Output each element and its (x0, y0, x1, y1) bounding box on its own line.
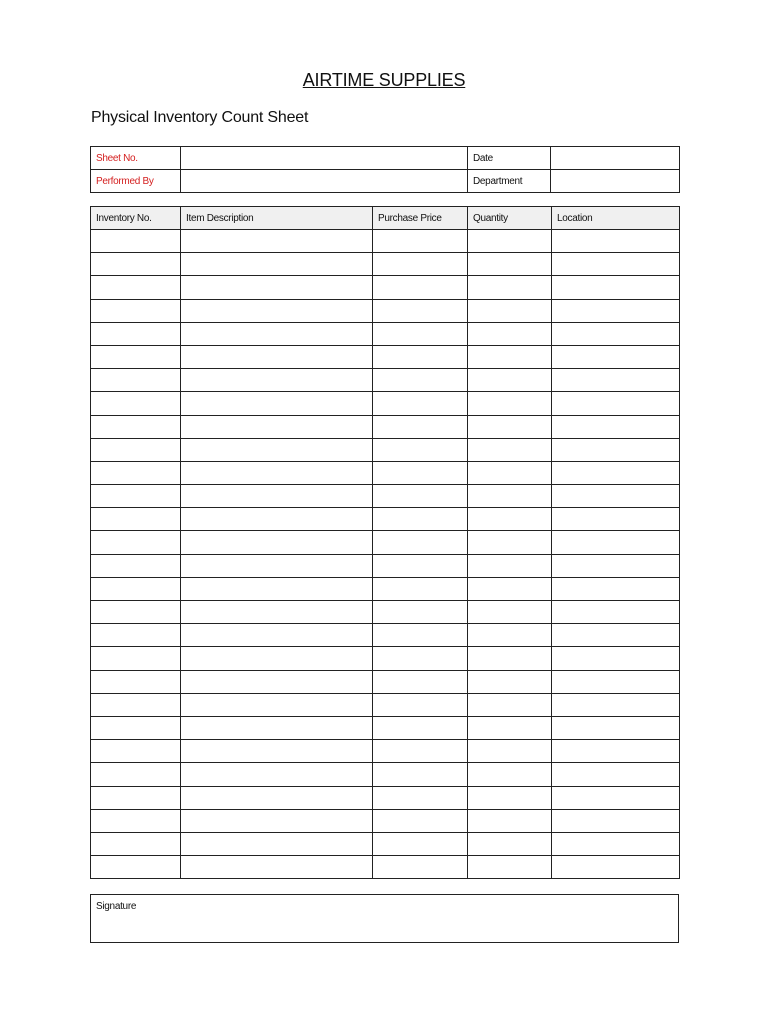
quantity-cell[interactable] (468, 693, 552, 716)
inventory-no-cell[interactable] (91, 832, 181, 855)
item-description-cell[interactable] (181, 276, 373, 299)
location-cell[interactable] (552, 485, 680, 508)
purchase-price-cell[interactable] (373, 670, 468, 693)
location-cell[interactable] (552, 554, 680, 577)
location-cell[interactable] (552, 832, 680, 855)
quantity-cell[interactable] (468, 554, 552, 577)
sheet-info-row (91, 170, 680, 193)
quantity-cell[interactable] (468, 786, 552, 809)
inventory-table (90, 206, 680, 879)
quantity-cell[interactable] (468, 253, 552, 276)
location-cell[interactable] (552, 763, 680, 786)
purchase-price-cell[interactable] (373, 577, 468, 600)
signature-box[interactable] (90, 894, 679, 943)
item-description-cell[interactable] (181, 299, 373, 322)
quantity-cell[interactable] (468, 832, 552, 855)
quantity-cell[interactable] (468, 369, 552, 392)
item-description-cell[interactable] (181, 438, 373, 461)
location-cell[interactable] (552, 508, 680, 531)
inventory-no-cell[interactable] (91, 577, 181, 600)
inventory-no-cell[interactable] (91, 670, 181, 693)
item-description-cell[interactable] (181, 485, 373, 508)
inventory-no-cell[interactable] (91, 647, 181, 670)
location-cell[interactable] (552, 647, 680, 670)
location-cell[interactable] (552, 577, 680, 600)
purchase-price-cell[interactable] (373, 763, 468, 786)
table-row (91, 253, 680, 276)
sheet-info-table (90, 146, 680, 193)
quantity-cell[interactable] (468, 322, 552, 345)
location-cell[interactable] (552, 670, 680, 693)
purchase-price-cell[interactable] (373, 554, 468, 577)
location-cell[interactable] (552, 253, 680, 276)
quantity-cell[interactable] (468, 856, 552, 879)
item-description-cell[interactable] (181, 415, 373, 438)
purchase-price-cell[interactable] (373, 856, 468, 879)
purchase-price-cell[interactable] (373, 601, 468, 624)
item-description-cell[interactable] (181, 856, 373, 879)
quantity-cell[interactable] (468, 299, 552, 322)
purchase-price-cell[interactable] (373, 253, 468, 276)
location-cell[interactable] (552, 299, 680, 322)
item-description-cell[interactable] (181, 322, 373, 345)
inventory-no-cell[interactable] (91, 763, 181, 786)
table-row (91, 415, 680, 438)
inventory-no-cell[interactable] (91, 276, 181, 299)
quantity-cell[interactable] (468, 809, 552, 832)
document-subtitle: Physical Inventory Count Sheet (91, 109, 309, 126)
purchase-price-cell[interactable] (373, 832, 468, 855)
item-description-cell[interactable] (181, 763, 373, 786)
table-row (91, 485, 680, 508)
location-cell[interactable] (552, 230, 680, 253)
table-row (91, 230, 680, 253)
item-description-cell[interactable] (181, 461, 373, 484)
location-cell[interactable] (552, 531, 680, 554)
location-cell[interactable] (552, 461, 680, 484)
purchase-price-cell[interactable] (373, 345, 468, 368)
purchase-price-cell[interactable] (373, 438, 468, 461)
inventory-no-cell[interactable] (91, 554, 181, 577)
purchase-price-cell[interactable] (373, 693, 468, 716)
table-row (91, 299, 680, 322)
column-header-item-description: Item Description (181, 207, 373, 230)
location-cell[interactable] (552, 856, 680, 879)
column-header-quantity: Quantity (468, 207, 552, 230)
inventory-no-cell[interactable] (91, 809, 181, 832)
table-row (91, 369, 680, 392)
purchase-price-cell[interactable] (373, 786, 468, 809)
purchase-price-cell[interactable] (373, 230, 468, 253)
table-row (91, 693, 680, 716)
location-cell[interactable] (552, 276, 680, 299)
inventory-no-cell[interactable] (91, 230, 181, 253)
item-description-cell[interactable] (181, 786, 373, 809)
item-description-cell[interactable] (181, 670, 373, 693)
quantity-cell[interactable] (468, 716, 552, 739)
table-row (91, 554, 680, 577)
table-row (91, 531, 680, 554)
item-description-cell[interactable] (181, 624, 373, 647)
item-description-cell[interactable] (181, 693, 373, 716)
table-row (91, 322, 680, 345)
inventory-no-cell[interactable] (91, 415, 181, 438)
purchase-price-cell[interactable] (373, 508, 468, 531)
inventory-no-cell[interactable] (91, 508, 181, 531)
department-field[interactable] (551, 170, 680, 193)
purchase-price-cell[interactable] (373, 740, 468, 763)
purchase-price-cell[interactable] (373, 299, 468, 322)
inventory-no-cell[interactable] (91, 369, 181, 392)
table-row (91, 276, 680, 299)
item-description-cell[interactable] (181, 508, 373, 531)
sheet-info-row (91, 147, 680, 170)
item-description-cell[interactable] (181, 740, 373, 763)
quantity-cell[interactable] (468, 461, 552, 484)
inventory-header-row (91, 207, 680, 230)
table-row (91, 716, 680, 739)
department-label: Department (468, 170, 551, 193)
sheet-no-field[interactable] (181, 147, 468, 170)
column-header-inventory-no: Inventory No. (91, 207, 181, 230)
quantity-cell[interactable] (468, 392, 552, 415)
performed-by-label: Performed By (91, 170, 181, 193)
table-row (91, 345, 680, 368)
quantity-cell[interactable] (468, 624, 552, 647)
item-description-cell[interactable] (181, 647, 373, 670)
location-cell[interactable] (552, 693, 680, 716)
purchase-price-cell[interactable] (373, 461, 468, 484)
purchase-price-cell[interactable] (373, 415, 468, 438)
quantity-cell[interactable] (468, 438, 552, 461)
inventory-no-cell[interactable] (91, 392, 181, 415)
sheet-no-label: Sheet No. (91, 147, 181, 170)
purchase-price-cell[interactable] (373, 276, 468, 299)
table-row (91, 577, 680, 600)
purchase-price-cell[interactable] (373, 322, 468, 345)
purchase-price-cell[interactable] (373, 485, 468, 508)
inventory-no-cell[interactable] (91, 740, 181, 763)
quantity-cell[interactable] (468, 577, 552, 600)
inventory-no-cell[interactable] (91, 786, 181, 809)
table-row (91, 508, 680, 531)
inventory-no-cell[interactable] (91, 438, 181, 461)
item-description-cell[interactable] (181, 601, 373, 624)
purchase-price-cell[interactable] (373, 809, 468, 832)
inventory-no-cell[interactable] (91, 461, 181, 484)
inventory-no-cell[interactable] (91, 856, 181, 879)
inventory-no-cell[interactable] (91, 693, 181, 716)
item-description-cell[interactable] (181, 345, 373, 368)
quantity-cell[interactable] (468, 485, 552, 508)
item-description-cell[interactable] (181, 554, 373, 577)
location-cell[interactable] (552, 438, 680, 461)
purchase-price-cell[interactable] (373, 624, 468, 647)
location-cell[interactable] (552, 809, 680, 832)
table-row (91, 786, 680, 809)
item-description-cell[interactable] (181, 230, 373, 253)
inventory-no-cell[interactable] (91, 253, 181, 276)
location-cell[interactable] (552, 624, 680, 647)
inventory-no-cell[interactable] (91, 299, 181, 322)
table-row (91, 461, 680, 484)
table-row (91, 763, 680, 786)
purchase-price-cell[interactable] (373, 647, 468, 670)
location-cell[interactable] (552, 601, 680, 624)
table-row (91, 438, 680, 461)
quantity-cell[interactable] (468, 601, 552, 624)
quantity-cell[interactable] (468, 276, 552, 299)
date-field[interactable] (551, 147, 680, 170)
inventory-no-cell[interactable] (91, 601, 181, 624)
purchase-price-cell[interactable] (373, 369, 468, 392)
inventory-no-cell[interactable] (91, 716, 181, 739)
location-cell[interactable] (552, 369, 680, 392)
table-row (91, 809, 680, 832)
item-description-cell[interactable] (181, 369, 373, 392)
purchase-price-cell[interactable] (373, 531, 468, 554)
quantity-cell[interactable] (468, 647, 552, 670)
item-description-cell[interactable] (181, 253, 373, 276)
item-description-cell[interactable] (181, 577, 373, 600)
column-header-purchase-price: Purchase Price (373, 207, 468, 230)
location-cell[interactable] (552, 716, 680, 739)
quantity-cell[interactable] (468, 740, 552, 763)
inventory-no-cell[interactable] (91, 345, 181, 368)
table-row (91, 624, 680, 647)
date-label: Date (468, 147, 551, 170)
location-cell[interactable] (552, 740, 680, 763)
item-description-cell[interactable] (181, 392, 373, 415)
quantity-cell[interactable] (468, 230, 552, 253)
table-row (91, 856, 680, 879)
inventory-no-cell[interactable] (91, 624, 181, 647)
inventory-no-cell[interactable] (91, 322, 181, 345)
signature-label: Signature (96, 901, 137, 912)
quantity-cell[interactable] (468, 508, 552, 531)
item-description-cell[interactable] (181, 809, 373, 832)
table-row (91, 601, 680, 624)
table-row (91, 832, 680, 855)
location-cell[interactable] (552, 786, 680, 809)
table-row (91, 647, 680, 670)
location-cell[interactable] (552, 322, 680, 345)
location-cell[interactable] (552, 345, 680, 368)
table-row (91, 392, 680, 415)
inventory-table-body (91, 230, 680, 879)
table-row (91, 670, 680, 693)
column-header-location: Location (552, 207, 680, 230)
item-description-cell[interactable] (181, 531, 373, 554)
quantity-cell[interactable] (468, 345, 552, 368)
quantity-cell[interactable] (468, 415, 552, 438)
location-cell[interactable] (552, 415, 680, 438)
table-row (91, 740, 680, 763)
purchase-price-cell[interactable] (373, 392, 468, 415)
quantity-cell[interactable] (468, 763, 552, 786)
item-description-cell[interactable] (181, 832, 373, 855)
location-cell[interactable] (552, 392, 680, 415)
purchase-price-cell[interactable] (373, 716, 468, 739)
quantity-cell[interactable] (468, 531, 552, 554)
document-title: AIRTIME SUPPLIES (302, 70, 466, 90)
performed-by-field[interactable] (181, 170, 468, 193)
quantity-cell[interactable] (468, 670, 552, 693)
item-description-cell[interactable] (181, 716, 373, 739)
inventory-no-cell[interactable] (91, 485, 181, 508)
inventory-no-cell[interactable] (91, 531, 181, 554)
